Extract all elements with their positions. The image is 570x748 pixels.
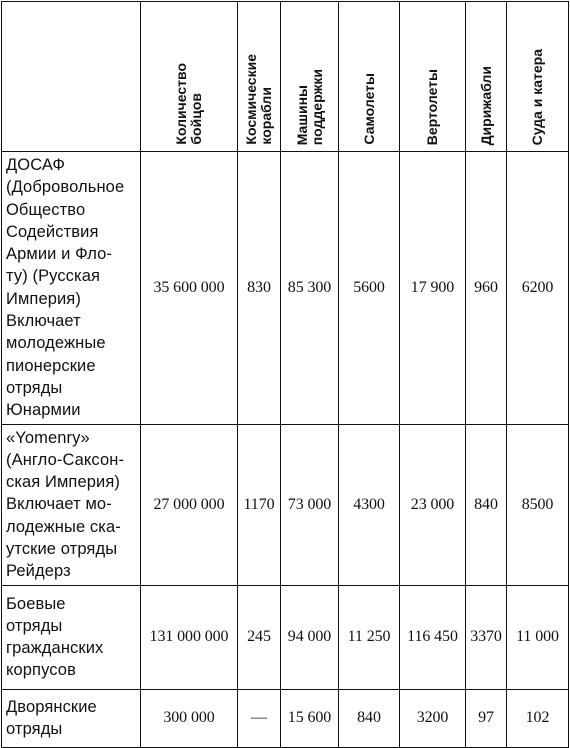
airships-cell: 3370 — [466, 585, 507, 689]
support-vehicles-cell: 73 000 — [281, 424, 339, 585]
aircraft-cell: 11 250 — [339, 585, 400, 689]
header-vessels — [507, 2, 569, 152]
header-fighters — [141, 2, 238, 152]
aircraft-cell: 840 — [339, 689, 400, 747]
header-label: Машины поддержки — [293, 68, 325, 145]
header-label: Самолеты — [360, 73, 377, 145]
helicopters-cell: 17 900 — [400, 152, 466, 425]
helicopters-cell: 3200 — [400, 689, 466, 747]
header-label: Космические корабли — [243, 54, 274, 145]
support-vehicles-cell: 85 300 — [281, 152, 339, 425]
fighters-cell: 35 600 000 — [141, 152, 238, 425]
fighters-cell: 27 000 000 — [141, 424, 238, 585]
helicopters-cell: 116 450 — [400, 585, 466, 689]
organization-cell: Боевые отряды гражданских корпусов — [2, 585, 141, 689]
organization-cell: ДОСАФ (Добровольное Общество Содействия Армии и Фло- ту) (Русская Империя) Включает молодежные пионерские отряды Юнармии — [2, 152, 141, 425]
table-row — [2, 424, 569, 585]
header-label: Количество бойцов — [173, 63, 204, 145]
airships-cell: 960 — [466, 152, 507, 425]
header-spaceships — [238, 2, 281, 152]
support-vehicles-cell: 94 000 — [281, 585, 339, 689]
header-aircraft — [339, 2, 400, 152]
header-row — [2, 2, 569, 152]
airships-cell: 97 — [466, 689, 507, 747]
table-row — [2, 689, 569, 747]
header-label: Дирижабли — [477, 65, 494, 145]
aircraft-cell: 4300 — [339, 424, 400, 585]
airships-cell: 840 — [466, 424, 507, 585]
header-empty-cell — [2, 2, 141, 152]
table-row — [2, 152, 569, 425]
spaceships-cell: 245 — [238, 585, 281, 689]
fighters-cell: 300 000 — [141, 689, 238, 747]
vessels-cell: 8500 — [507, 424, 569, 585]
support-vehicles-cell: 15 600 — [281, 689, 339, 747]
header-helicopters — [400, 2, 466, 152]
spaceships-cell: — — [238, 689, 281, 747]
helicopters-cell: 23 000 — [400, 424, 466, 585]
table-row — [2, 585, 569, 689]
header-label: Суда и катера — [529, 48, 545, 145]
aircraft-cell: 5600 — [339, 152, 400, 425]
vessels-cell: 6200 — [507, 152, 569, 425]
spaceships-cell: 1170 — [238, 424, 281, 585]
vessels-cell: 102 — [507, 689, 569, 747]
vessels-cell: 11 000 — [507, 585, 569, 689]
header-label: Вертолеты — [424, 68, 440, 145]
header-support-vehicles — [281, 2, 339, 152]
document-page — [1, 1, 568, 739]
fighters-cell: 131 000 000 — [141, 585, 238, 689]
header-airships — [466, 2, 507, 152]
spaceships-cell: 830 — [238, 152, 281, 425]
organization-cell: «Yomenry» (Англо-Саксон- ская Империя) Включает мо- лодежные ска- утские отряды Рейдерз — [2, 424, 141, 585]
organization-cell: Дворянские отряды — [2, 689, 141, 747]
forces-table — [1, 1, 569, 748]
